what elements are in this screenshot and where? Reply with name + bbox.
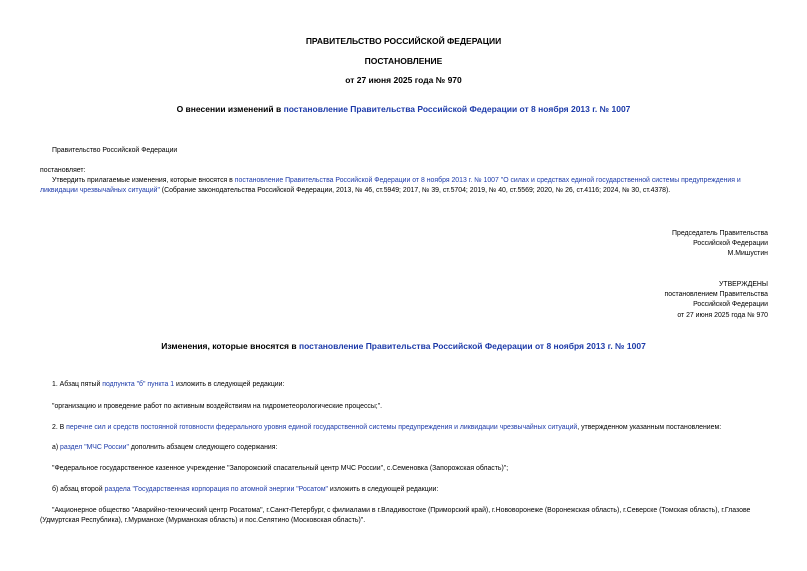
change-paragraph-1 [52, 380, 284, 390]
preamble-item-prefix: Утвердить прилагаемые изменения, которые вносятся в [52, 177, 235, 184]
change-paragraph-2 [52, 423, 721, 433]
p2-suffix: , утвержденном указанным постановлением: [577, 424, 722, 431]
signature-title-line1: Председатель Правительства [672, 230, 768, 237]
pa-suffix: дополнить абзацем следующего содержания: [128, 444, 278, 451]
approval-line4: от 27 июня 2025 года № 970 [677, 311, 768, 319]
date-number: от 27 июня 2025 года № 970 [345, 75, 462, 85]
pa-prefix: а) [52, 444, 61, 451]
government-heading: ПРАВИТЕЛЬСТВО РОССИЙСКОЙ ФЕДЕРАЦИИ [305, 36, 502, 46]
signature-title-line2: Российской Федерации [693, 240, 768, 248]
pb-quote: "Акционерное общество "Аварийно-технический центр Росатома", г.Санкт-Петербург, с филиалами в г.Владивостоке (Приморский край), г.Нововоронеже (Воронежская область), г.Северске (Томская область), г.Глазове (Удмуртская Республика), г.Мурманске (Мурманская область) и пос.Селятино (Московская область)". [40, 507, 751, 524]
signature-name: М.Мишустин [727, 250, 768, 258]
approval-line2: постановлением Правительства [664, 291, 768, 299]
p1-link[interactable]: подпункта "б" пункта 1 [102, 381, 175, 388]
preamble-item-link[interactable]: постановление Правительства Российской Федерации от 8 ноября 2013 г. № 1007 "О силах и средствах единой государственной системы предупреждения и ликвидации чрезвычайных ситуаций" [40, 177, 741, 194]
signature-block [672, 229, 768, 260]
p1-prefix: 1. Абзац пятый [52, 381, 103, 388]
change-subparagraph-b [52, 485, 438, 495]
document-title-prefix: О внесении изменений в [176, 104, 284, 114]
pb-link[interactable]: раздела "Государственная корпорация по атомной энергии "Росатом" [104, 486, 329, 493]
pa-link[interactable]: раздел "МЧС России" [60, 444, 129, 451]
resolves-text: постановляет: [40, 167, 86, 174]
changes-title-prefix: Изменения, которые вносятся в [161, 341, 299, 351]
p1-suffix: изложить в следующей редакции: [174, 381, 285, 388]
document-title-link[interactable]: постановление Правительства Российской Федерации от 8 ноября 2013 г. № 1007 [283, 104, 631, 114]
approval-line3: Российской Федерации [693, 301, 768, 309]
p2-prefix: 2. В [52, 424, 67, 431]
approval-line1: УТВЕРЖДЕНЫ [719, 281, 768, 288]
change-subparagraph-a [52, 443, 277, 453]
p1-quote: "организацию и проведение работ по активным воздействиям на гидрометеорологические процессы;". [52, 403, 383, 410]
document-title [0, 104, 807, 114]
pb-prefix: б) абзац второй [52, 486, 105, 493]
changes-title [0, 341, 807, 351]
approval-block [665, 280, 769, 321]
doc-type-heading: ПОСТАНОВЛЕНИЕ [364, 56, 443, 66]
pa-quote: "Федеральное государственное казенное учреждение "Запорожский спасательный центр МЧС России", с.Семеновка (Запорожская область)"; [52, 465, 509, 472]
changes-title-link[interactable]: постановление Правительства Российской Федерации от 8 ноября 2013 г. № 1007 [298, 341, 646, 351]
pb-suffix: изложить в следующей редакции: [328, 486, 439, 493]
issuer-text: Правительство Российской Федерации [52, 147, 178, 154]
p2-link[interactable]: перечне сил и средств постоянной готовности федерального уровня единой государственной системы предупреждения и ликвидации чрезвычайных ситуаций [66, 424, 578, 431]
preamble-item-suffix: (Собрание законодательства Российской Федерации, 2013, № 46, ст.5949; 2017, № 39, ст.5704; 2019, № 40, ст.5569; 2020, № 26, ст.4116; 2024, № 30, ст.4378). [159, 187, 671, 194]
preamble-paragraph [40, 176, 768, 196]
